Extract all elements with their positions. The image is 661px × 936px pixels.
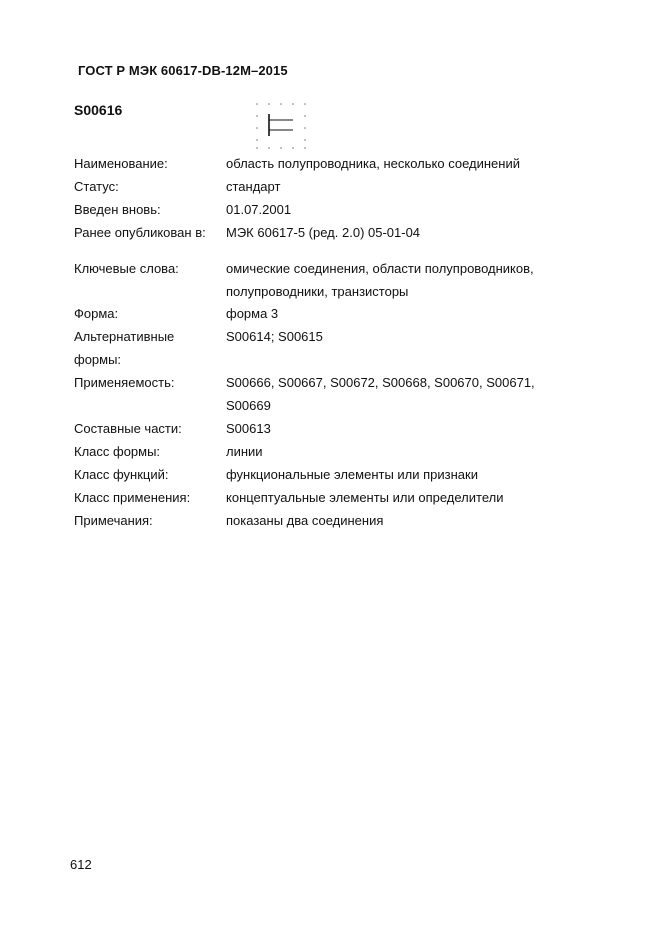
application-class-value: концептуальные элементы или определители bbox=[226, 490, 504, 505]
alternative-forms-value: S00614; S00615 bbox=[226, 329, 323, 344]
function-class-label: Класс функций: bbox=[74, 467, 169, 482]
symbol-code: S00616 bbox=[74, 102, 123, 118]
alternative-forms-label-line-1: Альтернативные bbox=[74, 329, 175, 344]
introduced-label: Введен вновь: bbox=[74, 202, 161, 217]
shape-class-label: Класс формы: bbox=[74, 444, 161, 459]
name-label: Наименование: bbox=[74, 156, 168, 171]
page-number: 612 bbox=[70, 857, 92, 872]
introduced-value: 01.07.2001 bbox=[226, 202, 292, 217]
notes-value: показаны два соединения bbox=[226, 513, 384, 528]
component-parts-value: S00613 bbox=[226, 421, 271, 436]
standard-header: ГОСТ Р МЭК 60617-DB-12M–2015 bbox=[78, 63, 288, 78]
form-value: форма 3 bbox=[226, 306, 279, 321]
status-value: стандарт bbox=[226, 179, 281, 194]
keywords-value-line-1: омические соединения, области полупроводников, bbox=[226, 261, 534, 276]
applicability-label: Применяемость: bbox=[74, 375, 175, 390]
keywords-value-line-2: полупроводники, транзисторы bbox=[226, 284, 409, 299]
application-class-label: Класс применения: bbox=[74, 490, 191, 505]
published-value: МЭК 60617-5 (ред. 2.0) 05-01-04 bbox=[226, 225, 421, 240]
component-parts-label: Составные части: bbox=[74, 421, 182, 436]
function-class-value: функциональные элементы или признаки bbox=[226, 467, 478, 482]
name-value: область полупроводника, несколько соединений bbox=[226, 156, 520, 171]
published-label: Ранее опубликован в: bbox=[74, 225, 206, 240]
notes-label: Примечания: bbox=[74, 513, 153, 528]
alternative-forms-label-line-2: формы: bbox=[74, 352, 122, 367]
form-label: Форма: bbox=[74, 306, 119, 321]
keywords-label: Ключевые слова: bbox=[74, 261, 179, 276]
applicability-value-line-1: S00666, S00667, S00672, S00668, S00670, S00671, bbox=[226, 375, 535, 390]
shape-class-value: линии bbox=[226, 444, 263, 459]
applicability-value-line-2: S00669 bbox=[226, 398, 271, 413]
status-label: Статус: bbox=[74, 179, 119, 194]
semiconductor-region-symbol-icon bbox=[252, 99, 312, 153]
